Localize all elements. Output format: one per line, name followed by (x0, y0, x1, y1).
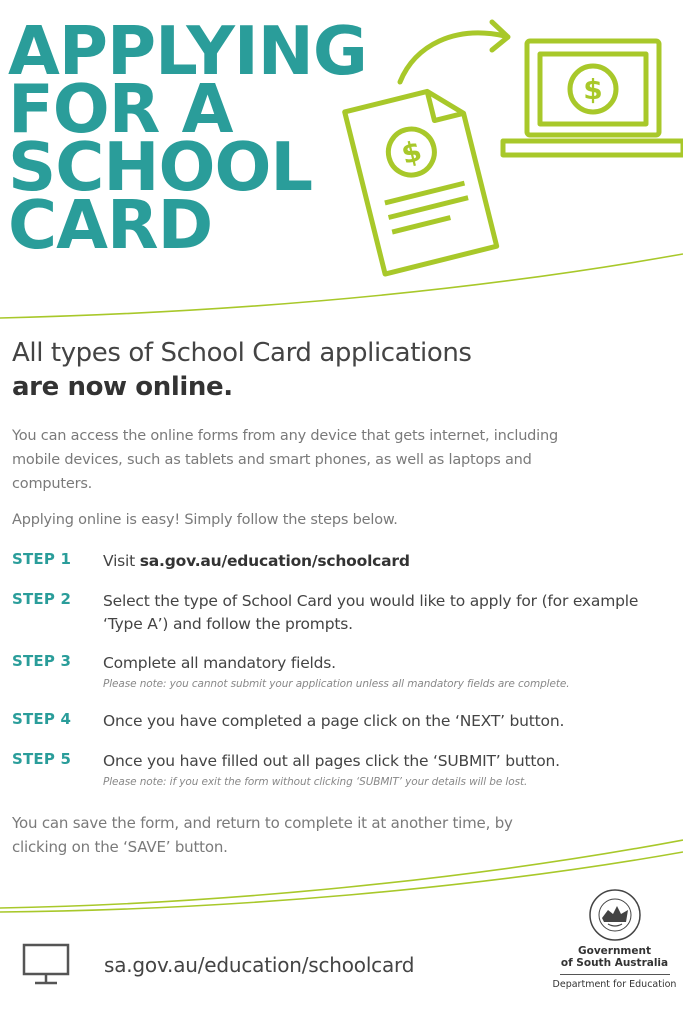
arrow-icon (400, 22, 508, 82)
svg-text:$: $ (398, 134, 425, 171)
schoolcard-link[interactable]: sa.gov.au/education/schoolcard (139, 552, 410, 570)
step-text: Select the type of School Card you would like to apply for (for example ‘Type A’) and follow the prompts. (103, 592, 639, 633)
monitor-icon (22, 943, 70, 987)
step-label: STEP 1 (12, 550, 72, 568)
laptop-dollar-icon (503, 41, 683, 155)
step-text: Complete all mandatory fields. (103, 654, 336, 672)
step-label: STEP 5 (12, 750, 72, 768)
step-note: Please note: if you exit the form without clicking ‘SUBMIT’ your details will be lost. (103, 776, 528, 788)
step-text: Once you have completed a page click on the ‘NEXT’ button. (103, 712, 565, 730)
logo-divider (560, 974, 670, 975)
department-name: Department for Education (552, 979, 677, 990)
access-paragraph: You can access the online forms from any device that gets internet, including mobile devices, such as tablets and smart phones, as well as laptops and computers. (12, 428, 559, 492)
government-name: Government of South Australia (560, 945, 669, 969)
svg-text:$: $ (583, 73, 603, 106)
footer-url-link[interactable]: sa.gov.au/education/schoolcard (104, 953, 415, 977)
step-label: STEP 4 (12, 710, 72, 728)
poster-title: APPLYING FOR A SCHOOL CARD (8, 12, 367, 264)
easy-paragraph: Applying online is easy! Simply follow the steps below. (12, 512, 398, 528)
step-label: STEP 3 (12, 652, 72, 670)
hero-header (0, 0, 683, 320)
step-content (103, 652, 663, 693)
save-paragraph: You can save the form, and return to complete it at another time, by clicking on the ‘SAVE’ button. (12, 814, 513, 856)
document-dollar-icon (345, 84, 497, 274)
hero-illustration (0, 0, 683, 320)
intro-heading: All types of School Card applications (12, 338, 472, 368)
intro-heading-bold: are now online. (12, 372, 233, 402)
state-crest-icon (588, 888, 642, 942)
step-label: STEP 2 (12, 590, 72, 608)
step-content (103, 750, 663, 791)
step-note: Please note: you cannot submit your application unless all mandatory fields are complete. (103, 678, 570, 690)
government-logo (552, 888, 677, 998)
step-text: Visit sa.gov.au/education/schoolcard (103, 552, 410, 570)
step-text: Once you have filled out all pages click the ‘SUBMIT’ button. (103, 752, 560, 770)
